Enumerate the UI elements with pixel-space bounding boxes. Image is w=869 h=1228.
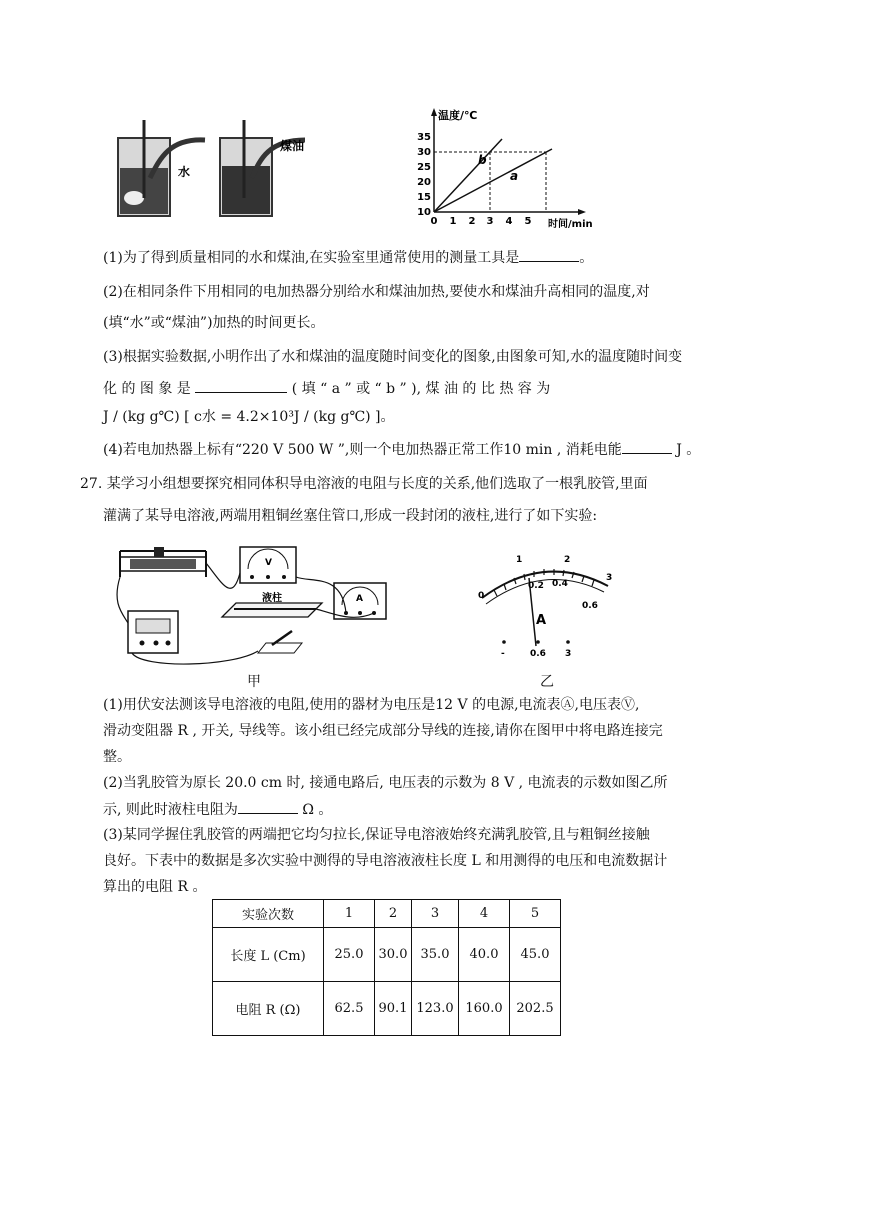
circuit-figure <box>112 543 392 673</box>
q26-part3-line2a: 化 的 图 象 是 <box>103 381 191 397</box>
q27-part2-line1: (2)当乳胶管为原长 20.0 cm 时, 接通电路后, 电压表的示数为 8 V , 电流表的示数如图乙所 <box>103 775 668 791</box>
q26-part3-line2 <box>103 378 550 399</box>
switch <box>258 631 302 653</box>
answer-blank[interactable] <box>238 799 298 814</box>
scale-bottom: 0 <box>478 591 485 601</box>
table-cell: 160.0 <box>459 982 510 1036</box>
table-cell: 3 <box>412 900 459 928</box>
x-tick: 2 <box>468 216 476 227</box>
graph-ylabel: 温度/℃ <box>438 109 478 122</box>
fig-right-caption: 乙 <box>540 674 554 690</box>
power-supply <box>128 611 178 653</box>
q26-part1 <box>103 247 593 268</box>
table-cell: 40.0 <box>459 928 510 982</box>
label-b: b <box>478 153 487 167</box>
water-label: 水 <box>178 165 191 179</box>
x-tick: 1 <box>449 216 457 227</box>
scale-top: 3 <box>606 573 613 583</box>
line-b <box>434 139 502 212</box>
q26-part3-line2b: ( 填 “ a ” 或 “ b ” ), 煤 油 的 比 热 容 为 <box>291 381 551 397</box>
q27-intro-line2: 灌满了某导电溶液,两端用粗铜丝塞住管口,形成一段封闭的液柱,进行了如下实验: <box>103 508 598 524</box>
table-cell: 62.5 <box>324 982 375 1036</box>
label-a: a <box>510 169 519 183</box>
graph-xlabel: 时间/min <box>548 219 593 230</box>
table-cell: 实验次数 <box>213 900 324 928</box>
data-table <box>212 899 561 1036</box>
svg-text:V: V <box>265 558 272 568</box>
scale-top: 2 <box>564 555 571 565</box>
q27-intro-line1: 27. 某学习小组想要探究相同体积导电溶液的电阻与长度的关系,他们选取了一根乳胶管,里面 <box>80 476 648 492</box>
q27-part1-line1: (1)用伏安法测该导电溶液的电阻,使用的器材为电压是12 V 的电源,电流表Ⓐ,电压表Ⓥ, <box>103 697 640 713</box>
table-cell: 202.5 <box>510 982 561 1036</box>
table-cell: 2 <box>375 900 412 928</box>
y-tick: 25 <box>417 162 431 173</box>
ammeter-unit: A <box>536 613 547 628</box>
q27-part3-line3: 算出的电阻 R 。 <box>103 879 207 895</box>
ammeter-dial <box>472 550 622 660</box>
table-cell: 30.0 <box>375 928 412 982</box>
q26-part4 <box>103 439 700 460</box>
x-tick: 3 <box>486 216 494 227</box>
ammeter <box>334 583 386 619</box>
q27-part1-line3: 整。 <box>103 749 131 765</box>
fig-left-caption: 甲 <box>247 674 261 690</box>
scale-bottom: 0.4 <box>552 579 568 589</box>
table-cell: 电阻 R (Ω) <box>213 982 324 1036</box>
x-tick: 5 <box>524 216 532 227</box>
q26-part1-end: 。 <box>579 250 594 266</box>
rheostat <box>120 547 206 577</box>
scale-bottom: 0.6 <box>582 601 598 611</box>
terminal-label: 3 <box>565 649 572 659</box>
table-cell: 90.1 <box>375 982 412 1036</box>
table-cell: 长度 L (Cm) <box>213 928 324 982</box>
q27-part2-line2 <box>103 799 332 820</box>
q27-part2-text: 示, 则此时液柱电阻为 <box>103 802 238 818</box>
table-cell: 35.0 <box>412 928 459 982</box>
temperature-graph <box>412 106 602 230</box>
y-tick: 15 <box>417 192 431 203</box>
q26-part3-line3: J / (kg g℃) [ c水 = 4.2×10³J / (kg g℃) ]。 <box>103 409 395 425</box>
q27-part3-line1: (3)某同学握住乳胶管的两端把它均匀拉长,保证导电溶液始终充满乳胶管,且与粗铜丝接触 <box>103 827 650 843</box>
q26-part1-text: (1)为了得到质量相同的水和煤油,在实验室里通常使用的测量工具是 <box>103 250 520 266</box>
q27-part3-line2: 良好。下表中的数据是多次实验中测得的导电溶液液柱长度 L 和用测得的电压和电流数据计 <box>103 853 668 869</box>
answer-blank[interactable] <box>622 439 672 454</box>
q26-part2-line2: (填“水”或“煤油”)加热的时间更长。 <box>103 315 325 331</box>
x-tick: 4 <box>505 216 513 227</box>
y-tick: 20 <box>417 177 431 188</box>
answer-blank[interactable] <box>519 247 579 262</box>
table-cell: 25.0 <box>324 928 375 982</box>
table-cell: 45.0 <box>510 928 561 982</box>
y-tick: 35 <box>417 132 431 143</box>
line-a <box>434 149 552 212</box>
x-tick: 0 <box>430 216 438 227</box>
q27-part1-line2: 滑动变阻器 R , 开关, 导线等。该小组已经完成部分导线的连接,请你在图甲中将电路连接完 <box>103 723 663 739</box>
terminal-label: 0.6 <box>530 649 546 659</box>
q26-part3-line1: (3)根据实验数据,小明作出了水和煤油的温度随时间变化的图象,由图象可知,水的温度随时间变 <box>103 349 683 365</box>
liquid-label: 液柱 <box>262 593 282 604</box>
table-row <box>213 928 561 982</box>
svg-text:A: A <box>356 594 363 604</box>
liquid-column <box>222 591 322 617</box>
q26-part4-end: J 。 <box>676 442 701 458</box>
q26-part4-text: (4)若电加热器上标有“220 V 500 W ”,则一个电加热器正常工作10 min , 消耗电能 <box>103 442 622 458</box>
oil-label: 煤油 <box>280 139 305 153</box>
table-cell: 123.0 <box>412 982 459 1036</box>
y-tick: 10 <box>417 207 431 218</box>
table-cell: 4 <box>459 900 510 928</box>
q27-part2-end: Ω 。 <box>302 802 333 818</box>
table-cell: 1 <box>324 900 375 928</box>
scale-top: 1 <box>516 555 523 565</box>
beakers-figure <box>110 118 330 222</box>
table-header-row <box>213 900 561 928</box>
scale-bottom: 0.2 <box>528 581 544 591</box>
voltmeter <box>240 547 296 583</box>
q26-part2-line1: (2)在相同条件下用相同的电加热器分别给水和煤油加热,要使水和煤油升高相同的温度,对 <box>103 284 650 300</box>
table-row <box>213 982 561 1036</box>
terminal-label: - <box>501 649 505 659</box>
table-cell: 5 <box>510 900 561 928</box>
answer-blank[interactable] <box>195 378 287 393</box>
y-tick: 30 <box>417 147 431 158</box>
